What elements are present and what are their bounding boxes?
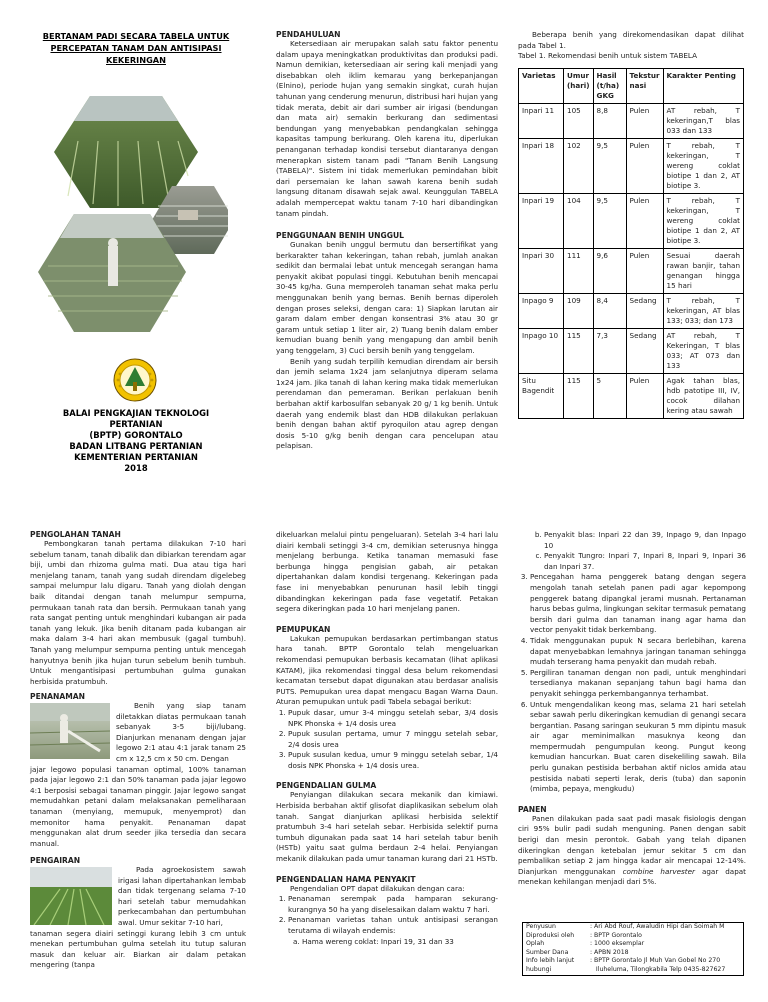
text-pengairan-side: Pada agroekosistem sawah irigasi lahan dipertahankan lembab dan tidak tergenang selama 7-10 hari setelah tabur memudahkan perkecambahan dan pertumbuhan awal. Umur sekitar 7-10 hari,	[118, 865, 246, 927]
text-panen	[518, 814, 746, 888]
credits-row	[523, 923, 744, 932]
section-penanaman	[30, 692, 246, 849]
credits-label: Info lebih lanjut	[526, 957, 575, 965]
list-item: 1. Penanaman serempak pada hamparan sekurang-kurangnya 50 ha yang diselesaikan dalam waktu 7 hari.	[288, 894, 498, 915]
heading-pengendalian-hama: PENGENDALIAN HAMA PENYAKIT	[276, 874, 416, 884]
list-item: c. Penyakit Tungro: Inpari 7, Inpari 8, Inpari 9, Inpari 36 dan Inpari 37.	[544, 551, 746, 572]
cell-hasil: 8,4	[593, 293, 626, 328]
heading-panen: PANEN	[518, 804, 547, 814]
cell-umur: 104	[564, 193, 594, 248]
year: 2018	[124, 463, 148, 473]
cell-hasil: 9,5	[593, 193, 626, 248]
section-pengolahan-tanah	[30, 530, 246, 687]
text-pendahuluan: Ketersediaan air merupakan salah satu faktor penentu dalam upaya meningkatkan produktivitas dan produksi padi. Namun demikian, ketersediaan air sering kali menjadi yang disebabkan oleh iklim kemarau yang berkepanjangan (Elnino), periode hujan yang semakin singkat, curah hujan tahunan yang cenderung menurun, distribusi hari hujan yang tidak merata, debit air dari sumber air irigasi (bendungan dan mata air) semakin berkurang dan sedimentasi bendungan yang menyebabkan pendangkalan sehingga kapasitas tampung berkurang. Oleh karena itu, diperlukan penanganan terhadap kondisi tersebut diantaranya dengan menerapkan sistem tanam padi "Tanam Benih Langsung (TABELA)". Sistem ini tidak memerlukan pemindahan bibit dari persemaian ke lahan sawah karena benih sudah langsung ditanam disawah sejak awal. Keunggulan TABELA adalah mempercepat waktu tanam 7-10 hari dibandingkan tanam pindah.	[276, 39, 498, 218]
heading-pengolahan-tanah: PENGOLAHAN TANAH	[30, 530, 121, 539]
table-row	[519, 103, 744, 138]
text-benih-unggul-2: Benih yang sudah terpilih kemudian direndam air bersih dan jemih selama 1x24 jam selanjutnya diperam selama 1x24 jam. Jika tanah di lahan kering maka tidak memerlukan perendaman dan pemeraman. Berikan perlakuan benih berbahan aktif karbosulfan sebanyak 20 g/ 1 kg benih. Untuk daerah yang endemik blast dan HDB dilakukan perlakuan benih dengan bahan aktif pyroquilon atau agrep dengan dosis 5-10 g/kg benih dengan cara pencelupan atau pelapisan.	[276, 356, 498, 451]
credits-value: Iluheluma, Tilongkabila Telp 0435-827627	[590, 965, 726, 973]
photo-penanaman	[30, 703, 110, 759]
cell-tekstur: Pulen	[626, 103, 663, 138]
list-item: 3. Pencegahan hama penggerek batang dengan segera mengolah tanah setelah panen padi agar kepompong penggerek batang dipangkal jerami musnah. Pertanaman harus bebas gulma, lingkungan sekitar termasuk pematang bersih dari gulma dan tanaman inang agar hama dan vector penyakit tidak berkembang.	[530, 572, 746, 636]
credits-label: Diproduksi oleh	[526, 931, 575, 939]
text-benih-unggul-1: Gunakan benih unggul bermutu dan bersertifikat yang berkarakter tahan kekeringan, tahan rebah, jumlah anakan sedikit dan bermalai lebat untuk mencegah serangan hama penyakit akibat populasi tinggi. Kebutuhan benih mencapai 30-45 kg/ha. Guna memperoleh tanaman sehat maka perlu menggunakan benih yang bernas. Benih bernas diperoleh dengan proses seleksi, dengan cara: 1) Siapkan larutan air garam dalam ember dengan konsentrasi 3% atau 30 gr garam untuk setiap 1 liter air, 2) Tuang benih dalam ember kemudian buang benih yang mengapung dan ambil benih yang tenggelam, 3) Cuci bersih benih yang tenggelam.	[276, 240, 498, 356]
cell-varietas: Inpago 10	[519, 328, 564, 373]
heading-pemupukan: PEMUPUKAN	[276, 624, 331, 634]
cell-karakter: Sesuai daerah rawan banjir, tahan genangan hingga 15 hari	[663, 248, 743, 293]
credits-row	[523, 966, 744, 975]
cell-umur: 111	[564, 248, 594, 293]
credits-row	[523, 932, 744, 941]
list-hama	[276, 894, 498, 936]
credits-value: : BPTP Gorontalo Jl Muh Van Gobel No 270	[590, 957, 721, 965]
table-header-row	[519, 68, 744, 103]
org-line1: BALAI PENGKAJIAN TEKNOLOGI PERTANIAN	[62, 408, 210, 429]
th-umur: Umur (hari)	[564, 68, 594, 103]
credits-value: : 1000 eksemplar	[590, 940, 645, 948]
list-item: 2. Penanaman varietas tahan untuk antisipasi serangan terutama di wilayah endemis:	[288, 915, 498, 936]
text-pengairan-lanjutan: dikeluarkan melalui pintu pengeluaran). Setelah 3-4 hari lalu diairi kembali setinggi 3-4 cm, demikian seterusnya hingga menjelang berbunga. Ketika tanaman memasuki fase berbunga hingga pengisian gabah, air petakan dipertahankan dalam kondisi tergenang. Kekeringan pada fase ini menyebabkan penurunan hasil lebih tinggi dibandingkan kekeringan pada fase vegetatif. Petakan segera dikeringkan pada 10 hari menjelang panen.	[276, 530, 498, 614]
cell-varietas: Inpago 9	[519, 293, 564, 328]
credits-row	[523, 957, 744, 966]
list-item: 5. Pergiliran tanaman dengan non padi, untuk menghindari tersedianya makanan sepanjang tahun bagi hama dan penyakit sehingga perkembangannya terhambat.	[530, 668, 746, 700]
text-panen-2: agar dapat menekan kehilangan menjadi dari 5%.	[518, 866, 746, 887]
cell-tekstur: Pulen	[626, 138, 663, 193]
cover-organization	[36, 408, 236, 474]
text-panen-1: Panen dilakukan pada saat padi masak fisiologis dengan ciri 95% bulir padi sudah menguning. Panen dengan sabit berigi dan mesin perontok. Gabah yang telah dipanen dikeringkan dengan ketebalan jemur sekitar 5 cm dan pembalikan setiap 2 jam hingga kadar air mencapai 12-14%. Dianjurkan menggunakan	[518, 813, 746, 876]
cell-hasil: 9,6	[593, 248, 626, 293]
table-row	[519, 373, 744, 418]
cell-varietas: Inpari 18	[519, 138, 564, 193]
text-pengairan: tanaman segera diairi setinggi kurang lebih 3 cm untuk menekan pertumbuhan gulma setelah itu tutup saluran masuk dan keluar air. Biarkan air dalam petakan mengering (tanpa	[30, 928, 246, 970]
cell-varietas: Inpari 19	[519, 193, 564, 248]
photo-pengairan	[30, 867, 112, 925]
text-hama-intro: Pengendalian OPT dapat dilakukan dengan cara:	[290, 883, 465, 893]
th-tekstur: Tekstur nasi	[626, 68, 663, 103]
credits-table	[522, 922, 744, 976]
cell-varietas: Inpari 30	[519, 248, 564, 293]
heading-penanaman: PENANAMAN	[30, 692, 86, 701]
cell-hasil: 7,3	[593, 328, 626, 373]
cell-hasil: 8,8	[593, 103, 626, 138]
cover-title-line1: BERTANAM PADI SECARA TABELA UNTUK	[42, 31, 230, 41]
cell-karakter: Agak tahan blas, hdb patotipe III, IV, cocok dilahan kering atau sawah	[663, 373, 743, 418]
list-item: 6. Untuk mengendalikan keong mas, selama 21 hari setelah sebar sawah perlu dikeringkan kemudian di genangi secara bergantian. Pasang saringan seukuran 5 mm dipintu masuk air agar meminimalkan masuknya keong dan mempermudah pengumpulan keong. Pungut keong kemudian hancurkan. Buat caren disekeliling sawah. Bila perlu gunakan pestisida berbahan aktif niclos amida atau pestisida nabati seperti lerak, deris (tuba) dan saponin (mimba, pepaya, mengkudu)	[530, 700, 746, 795]
table-row	[519, 293, 744, 328]
credits-value: : BPTP Gorontalo	[590, 931, 642, 939]
credits-label: Sumber Dana	[526, 948, 569, 956]
cell-umur: 109	[564, 293, 594, 328]
section-rekomendasi-benih	[518, 30, 744, 419]
cell-tekstur: Pulen	[626, 193, 663, 248]
credits-label: Oplah	[526, 940, 545, 948]
text-rekomendasi-intro: Beberapa benih yang direkomendasikan dapat dilihat pada Tabel 1.	[518, 30, 744, 50]
cell-umur: 115	[564, 373, 594, 418]
cell-umur: 105	[564, 103, 594, 138]
cell-hasil: 9,5	[593, 138, 626, 193]
list-item: a. Hama wereng coklat: Inpari 19, 31 dan 33	[302, 937, 498, 948]
cell-karakter: AT rebah, T Kekeringan, T blas 033; AT 073 dan 133	[663, 328, 743, 373]
cell-umur: 102	[564, 138, 594, 193]
th-varietas: Varietas	[519, 68, 564, 103]
text-pengolahan-tanah: Pembongkaran tanah pertama dilakukan 7-10 hari sebelum tanam, tanah dibalik dan dibiarkan terendam agar biji, umbi dan rhizoma gulma mati. Dua atau tiga hari menjelang tanam, tanah yang sudah direndam digelebeg sampai melumpur lalu digaru. Tanah yang diolah dengan baik ditandai dengan tanah melumpur sempurna, permukaan tanah rata dan bersih. Permukaan tanah yang rata sangat penting untuk menghindari kubangan air pada tanah yang lekuk. Jika benih ditanam pada kubangan air maka dalam 3-4 hari akan membusuk (gagal tumbuh). Tanah yang melumpur sempurna penting untuk mencegah hanyutnya benih jika hujan turun sebelum benih tumbuh. Untuk mengantisipasi pertumbuhan gulma gunakan herbisida pratumbuh.	[30, 539, 246, 686]
table-row	[519, 328, 744, 373]
table-caption: Tabel 1. Rekomendasi benih untuk sistem TABELA	[518, 51, 698, 61]
heading-pengairan: PENGAIRAN	[30, 856, 81, 865]
text-penanaman-side: Benih yang siap tanam diletakkan diatas permukaan tanah sebanyak 3-5 biji/lubang. Dianjurkan menanam dengan jajar legowo 2:1 atau 4:1 jarak tanam 25 cm x 12,5 cm x 50 cm. Dengan	[116, 701, 246, 763]
hexagon-photos	[38, 96, 228, 334]
th-hasil: Hasil (t/ha) GKG	[593, 68, 626, 103]
heading-pengendalian-gulma: PENGENDALIAN GULMA	[276, 781, 377, 791]
cell-hasil: 5	[593, 373, 626, 418]
section-col3-bottom	[518, 530, 746, 888]
list-item: 1. Pupuk dasar, umur 3-4 minggu setelah sebar, 3/4 dosis NPK Phonska + 1/4 dosis urea	[288, 708, 498, 729]
credits-row	[523, 949, 744, 958]
cell-tekstur: Sedang	[626, 328, 663, 373]
heading-benih-unggul: PENGGUNAAN BENIH UNGGUL	[276, 231, 404, 241]
list-item: 4. Tidak menggunakan pupuk N secara berlebihan, karena dapat menyebabkan lemahnya jaringan tanaman sehingga mudah terserang hama penyakit dan mudah rebah.	[530, 636, 746, 668]
cell-tekstur: Pulen	[626, 248, 663, 293]
cell-karakter: T rebah, T kekeringan, T wereng coklat biotipe 1 dan 2, AT biotipe 3.	[663, 193, 743, 248]
text-panen-italic: combine harvester	[622, 866, 695, 876]
list-hama-sub	[276, 937, 498, 948]
cell-varietas: Inpari 11	[519, 103, 564, 138]
table-benih	[518, 68, 744, 419]
section-pengairan	[30, 856, 246, 971]
table-row	[519, 193, 744, 248]
credits-label: hubungi	[526, 965, 552, 973]
credits-box	[522, 922, 744, 976]
cover-title-line2: PERCEPATAN TANAM DAN ANTISIPASI	[50, 43, 222, 53]
th-karakter: Karakter Penting	[663, 68, 743, 103]
text-penanaman: jajar legowo populasi tanaman optimal, 100% tanaman pada jajar legowo 2:1 dan 50% tanaman pada jajar legowo 4:1 berposisi sebagai tanaman pinggir. Jajar legowo sangat memudahkan petani dalam melaksanakan pemeliharaan tanaman (menyiang, memupuk, menyemprot) dan memonitor hama penyakit. Penanaman dapat menggunakan alat drum seeder jika tersedia dan secara manual.	[30, 764, 246, 848]
text-pengendalian-gulma: Penyiangan dilakukan secara mekanik dan kimiawi. Herbisida berbahan aktif glisofat diaplikasikan sebelum olah tanah. Sangat dianjurkan aplikasi herbisida selektif pratumbuh 3-4 hari setelah sebar. Herbisida selektif purna tumbuh digunakan pada saat 14 hari setelah tabur benih (HSTb) yaitu saat gulma berdaun 2-4 helai. Penyiangan mekanik dilakukan pada umur tanaman kurang dari 21 HSTb.	[276, 790, 498, 864]
credits-label: Penyusun	[526, 923, 556, 930]
table-row	[519, 248, 744, 293]
credits-value: : APBN 2018	[590, 948, 629, 956]
cell-karakter: AT rebah, T kekeringan,T blas 033 dan 133	[663, 103, 743, 138]
org-line2: (BPTP) GORONTALO	[89, 430, 183, 440]
cell-karakter: T rebah, T kekeringan, AT blas 133; 033; dan 173	[663, 293, 743, 328]
cell-karakter: T rebah, T kekeringan, T wereng coklat biotipe 1 dan 2, AT biotipe 3.	[663, 138, 743, 193]
org-line4: KEMENTERIAN PERTANIAN	[74, 452, 198, 462]
credits-row	[523, 940, 744, 949]
cover-title	[36, 30, 236, 66]
cover-title-line3: KEKERINGAN	[106, 55, 166, 65]
credits-value: : Ari Abd Rouf, Awaludin Hipi dan Soimah M	[590, 923, 725, 930]
table-row	[519, 138, 744, 193]
list-item: 2. Pupuk susulan pertama, umur 7 minggu setelah sebar, 2/4 dosis urea	[288, 729, 498, 750]
cell-umur: 115	[564, 328, 594, 373]
kementan-logo	[112, 356, 158, 404]
list-item: b. Penyakit blas: Inpari 22 dan 39, Inpago 9, dan Inpago 10	[544, 530, 746, 551]
cell-tekstur: Pulen	[626, 373, 663, 418]
heading-pendahuluan: PENDAHULUAN	[276, 30, 341, 39]
list-item: 3. Pupuk susulan kedua, umur 9 minggu setelah sebar, 1/4 dosis NPK Phonska + 1/4 dosis urea.	[288, 750, 498, 771]
section-pendahuluan	[276, 30, 498, 452]
list-hama-lanjutan	[518, 572, 746, 794]
text-pemupukan: Lakukan pemupukan berdasarkan pertimbangan status hara tanah. BPTP Gorontalo telah mengeluarkan rekomendasi pemupukan berbasis kecamatan (lihat aplikasi KATAM), jika rekomendasi tinggal desa belum rekomendasi kecamatan tersebut dapat digunakan atau berdasar analisis PUTS. Pemupukan urea dapat mengacu Bagan Warna Daun. Aturan pemupukan untuk padi Tabela sebagai berikut:	[276, 633, 498, 707]
cell-varietas: Situ Bagendit	[519, 373, 564, 418]
list-pemupukan	[276, 708, 498, 772]
cell-tekstur: Sedang	[626, 293, 663, 328]
org-line3: BADAN LITBANG PERTANIAN	[69, 441, 203, 451]
cover-photo-collage	[38, 96, 228, 334]
list-hama-sub-lanjutan	[518, 530, 746, 572]
section-col2-bottom	[276, 530, 498, 947]
